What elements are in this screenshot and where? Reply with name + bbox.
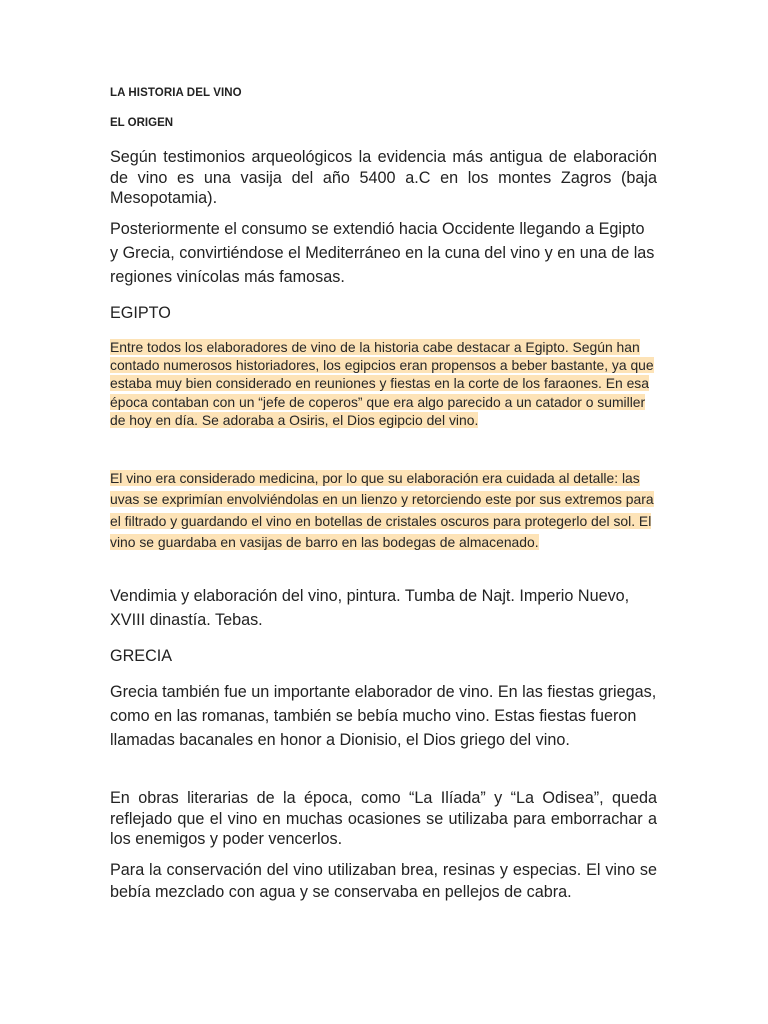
highlighted-paragraph-egipto-2: [110, 468, 657, 554]
section-heading-grecia: GRECIA: [110, 647, 173, 665]
paragraph-origen-2: Posteriormente el consumo se extendió hacia Occidente llegando a Egipto y Grecia, convirtiéndose el Mediterráneo en la cuna del vino y en una de las regiones vinícolas más famosas.: [110, 220, 655, 286]
section-heading-egipto: EGIPTO: [110, 304, 171, 322]
paragraph-grecia-3: Para la conservación del vino utilizaban brea, resinas y especias. El vino se bebía mezclado con agua y se conservaba en pellejos de cabra.: [110, 861, 657, 901]
highlighted-text: Entre todos los elaboradores de vino de la historia cabe destacar a Egipto. Según han contado numerosos historiadores, los egipcios eran propensos a beber bastante, ya que estaba muy bien considerado en reuniones y fiestas en la corte de los faraones. En esa época contaban con un “jefe de coperos” que era algo parecido a un catador o sumiller de hoy en día. Se adoraba a Osiris, el Dios egipcio del vino.: [110, 339, 654, 428]
section-heading-origen: EL ORIGEN: [110, 117, 174, 129]
highlighted-text: El vino era considerado medicina, por lo que su elaboración era cuidada al detalle: las uvas se exprimían envolviéndolas en un lienzo y retorciendo este por sus extremos para el filtrado y guardando el vino en botellas de cristales oscuros para protegerlo del sol. El vino se guardaba en vasijas de barro en las bodegas de almacenado.: [110, 470, 654, 551]
paragraph-grecia-2: En obras literarias de la época, como “La Ilíada” y “La Odisea”, queda reflejado que el vino en muchas ocasiones se utilizaba para emborrachar a los enemigos y poder vencerlos.: [110, 789, 657, 849]
paragraph-grecia-1: Grecia también fue un importante elaborador de vino. En las fiestas griegas, como en las romanas, también se bebía mucho vino. Estas fiestas fueron llamadas bacanales en honor a Dionisio, el Dios griego del vino.: [110, 683, 657, 749]
highlighted-paragraph-egipto-1: [110, 338, 657, 429]
image-caption: Vendimia y elaboración del vino, pintura. Tumba de Najt. Imperio Nuevo, XVIII dinastía. Tebas.: [110, 587, 630, 629]
paragraph-origen-1: Según testimonios arqueológicos la evidencia más antigua de elaboración de vino es una vasija del año 5400 a.C en los montes Zagros (baja Mesopotamia).: [110, 148, 657, 207]
document-title: LA HISTORIA DEL VINO: [110, 87, 242, 99]
